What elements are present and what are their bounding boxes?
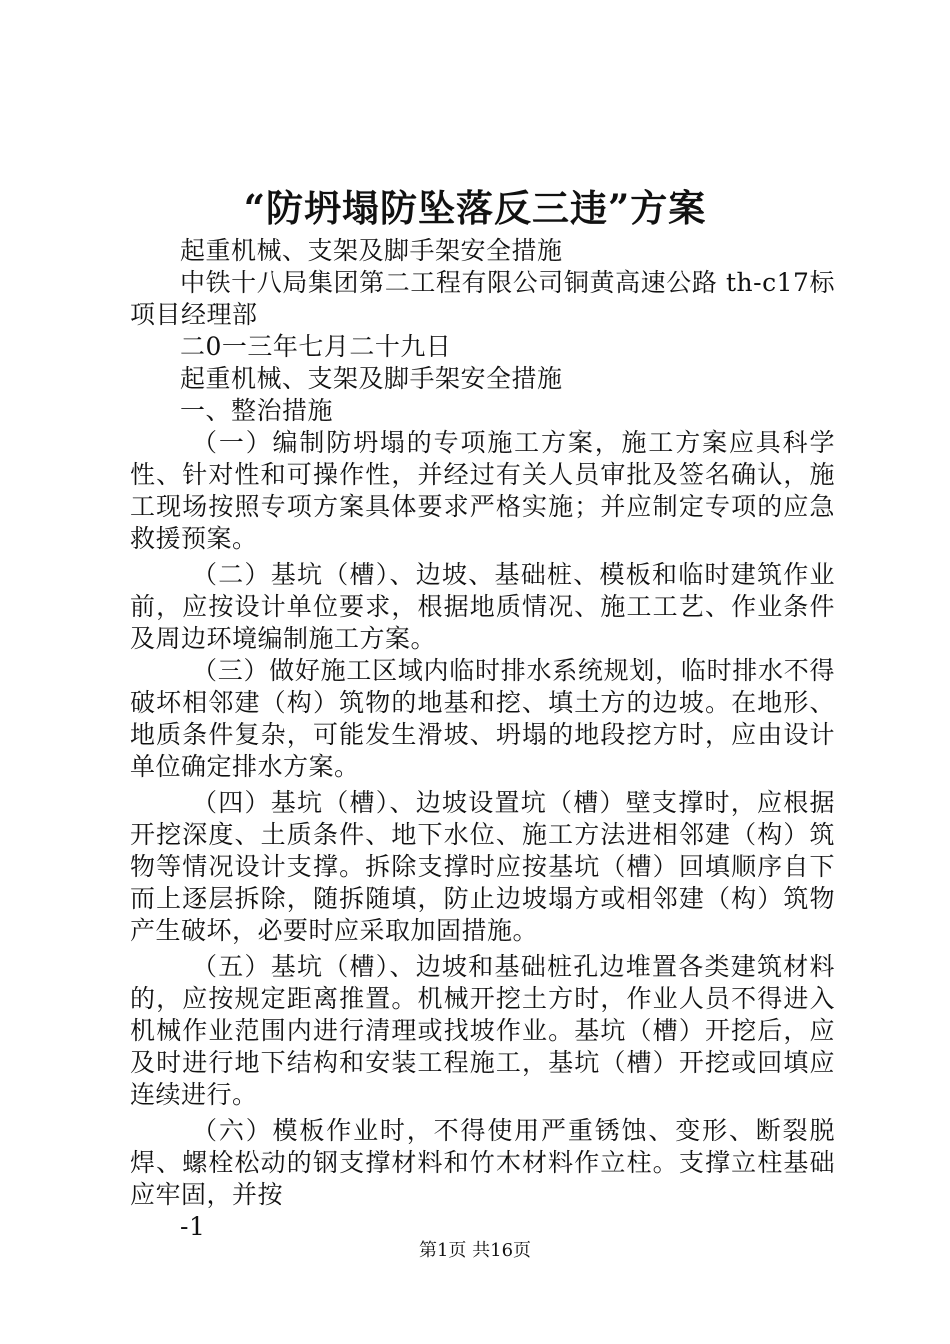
paragraph-item-4: （四）基坑（槽）、边坡设置坑（槽）壁支撑时，应根据开挖深度、土质条件、地下水位、施工方法进相邻建（构）筑物等情况设计支撑。拆除支撑时应按基坑（槽）回填顺序自下而上逐层拆除，随拆随填，防止边坡塌方或相邻建（构）筑物产生破坏，必要时应采取加固措施。	[130, 788, 835, 945]
paragraph-item-5: （五）基坑（槽）、边坡和基础桩孔边堆置各类建筑材料的，应按规定距离推置。机械开挖土方时，作业人员不得进入机械作业范围内进行清理或找坡作业。基坑（槽）开挖后，应及时进行地下结构和安装工程施工，基坑（槽）开挖或回填应连续进行。	[130, 952, 835, 1109]
document-body	[130, 235, 835, 1243]
paragraph-item-1: （一）编制防坍塌的专项施工方案，施工方案应具科学性、针对性和可操作性，并经过有关人员审批及签名确认，施工现场按照专项方案具体要求严格实施；并应制定专项的应急救援预案。	[130, 428, 835, 553]
paragraph-item-6: （六）模板作业时，不得使用严重锈蚀、变形、断裂脱焊、螺栓松动的钢支撑材料和竹木材料作立柱。支撑立柱基础应牢固，并按	[130, 1116, 835, 1209]
paragraph-measures-heading: 一、整治措施	[180, 396, 334, 425]
paragraph-subtitle: 起重机械、支架及脚手架安全措施	[180, 236, 563, 265]
paragraph-item-3: （三）做好施工区域内临时排水系统规划，临时排水不得破坏相邻建（构）筑物的地基和挖、填土方的边坡。在地形、地质条件复杂，可能发生滑坡、坍塌的地段挖方时，应由设计单位确定排水方案。	[130, 656, 835, 781]
paragraph-item-2: （二）基坑（槽）、边坡、基础桩、模板和临时建筑作业前，应按设计单位要求，根据地质情况、施工工艺、作业条件及周边环境编制施工方案。	[130, 560, 835, 653]
paragraph-section-heading: 起重机械、支架及脚手架安全措施	[180, 364, 563, 393]
paragraph-date: 二0一三年七月二十九日	[180, 332, 452, 361]
paragraph-organization: 中铁十八局集团第二工程有限公司铜黄高速公路 th-c17标项目经理部	[130, 268, 835, 329]
document-title: “防坍塌防坠落反三违”方案	[243, 186, 707, 230]
page-number-footer: 第1页 共16页	[418, 1240, 532, 1261]
page-marker: -1	[180, 1212, 206, 1241]
